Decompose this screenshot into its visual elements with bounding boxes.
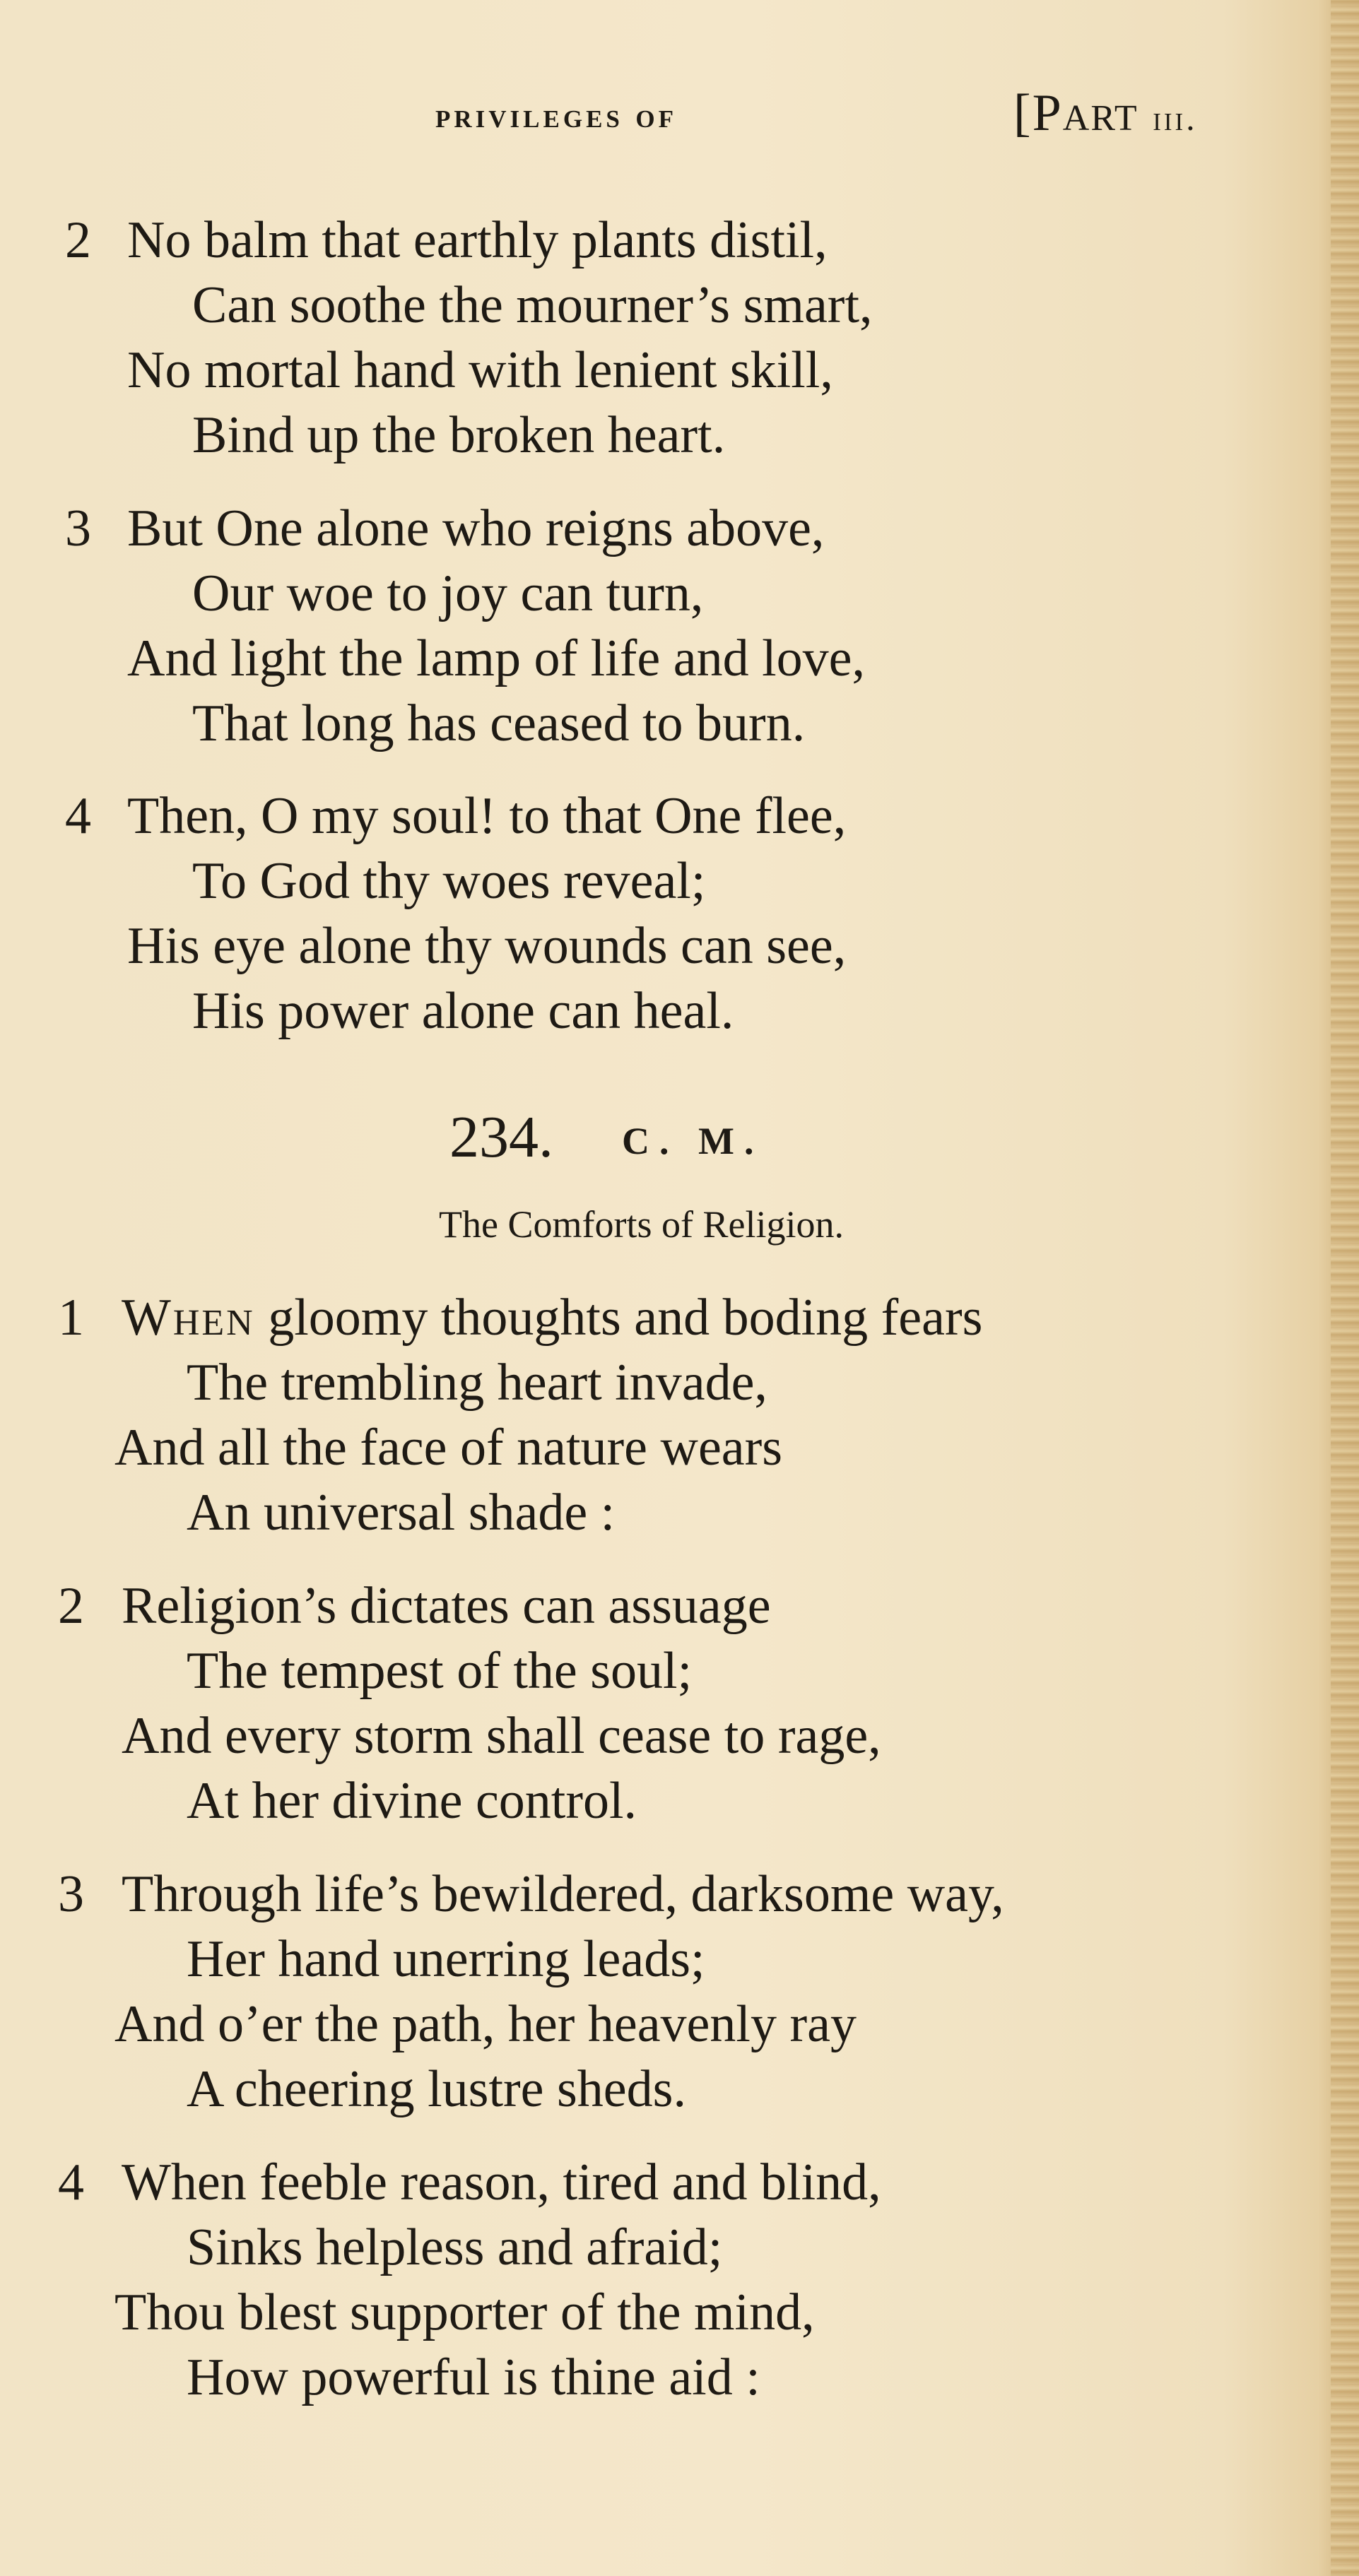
first-word: When (122, 1289, 255, 1347)
verse-line: Thou blest supporter of the mind, (114, 2283, 815, 2341)
stanza-number: 3 (65, 500, 91, 557)
verse-line: No balm that earthly plants distil, (127, 211, 828, 269)
hymn-subtitle: The Comforts of Religion. (439, 1203, 844, 1246)
verse-line: And o’er the path, her heavenly ray (114, 1995, 857, 2053)
verse-line: Our woe to joy can turn, (192, 565, 704, 622)
stanza-number: 1 (58, 1289, 84, 1347)
verse-line: Sinks helpless and afraid; (187, 2218, 723, 2276)
verse-line: And every storm shall cease to rage, (122, 1707, 881, 1765)
stanza-number: 3 (58, 1865, 84, 1923)
verse-line: The trembling heart invade, (187, 1354, 767, 1412)
stanza-number: 2 (58, 1577, 84, 1635)
hymn-number: 234. (449, 1104, 553, 1170)
verse-line: Religion’s dictates can assuage (122, 1577, 771, 1635)
part-label (1013, 83, 1198, 143)
hymn-meter: C. M. (622, 1120, 764, 1162)
verse-line: And light the lamp of life and love, (127, 630, 865, 687)
part-word: Part (1032, 84, 1139, 142)
verse-line: Her hand unerring leads; (187, 1930, 705, 1988)
page-edge (1331, 0, 1359, 2576)
running-header (0, 83, 1359, 147)
verse-line: Then, O my soul! to that One flee, (127, 787, 847, 845)
verse-line: His eye alone thy wounds can see, (127, 917, 847, 975)
verse-line: When feeble reason, tired and blind, (122, 2153, 881, 2211)
part-number: iii. (1153, 98, 1198, 138)
verse-line: That long has ceased to burn. (192, 695, 806, 752)
verse-line: How powerful is thine aid : (187, 2348, 760, 2406)
running-title: privileges of (435, 95, 677, 135)
stanza-number: 4 (58, 2153, 84, 2211)
verse-line: His power alone can heal. (192, 982, 734, 1040)
verse-line: A cheering lustre sheds. (187, 2060, 686, 2118)
stanza-number: 2 (65, 211, 91, 269)
verse-line: Through life’s bewildered, darksome way, (122, 1865, 1004, 1923)
verse-line: But One alone who reigns above, (127, 500, 825, 557)
verse-line: At her divine control. (187, 1772, 637, 1830)
verse-line: To God thy woes reveal; (192, 852, 706, 910)
verse-line: And all the face of nature wears (114, 1419, 783, 1477)
verse-line: An universal shade : (187, 1484, 616, 1542)
verse-line: Bind up the broken heart. (192, 406, 726, 464)
hymn-heading (0, 1102, 1359, 1173)
verse-line: The tempest of the soul; (187, 1642, 693, 1700)
verse-line: No mortal hand with lenient skill, (127, 341, 833, 399)
verse-line: Can soothe the mourner’s smart, (192, 276, 873, 334)
verse-line (122, 1286, 982, 1349)
first-line-rest: gloomy thoughts and boding fears (254, 1289, 983, 1347)
part-bracket: [ (1013, 84, 1033, 142)
stanza-number: 4 (65, 787, 91, 845)
